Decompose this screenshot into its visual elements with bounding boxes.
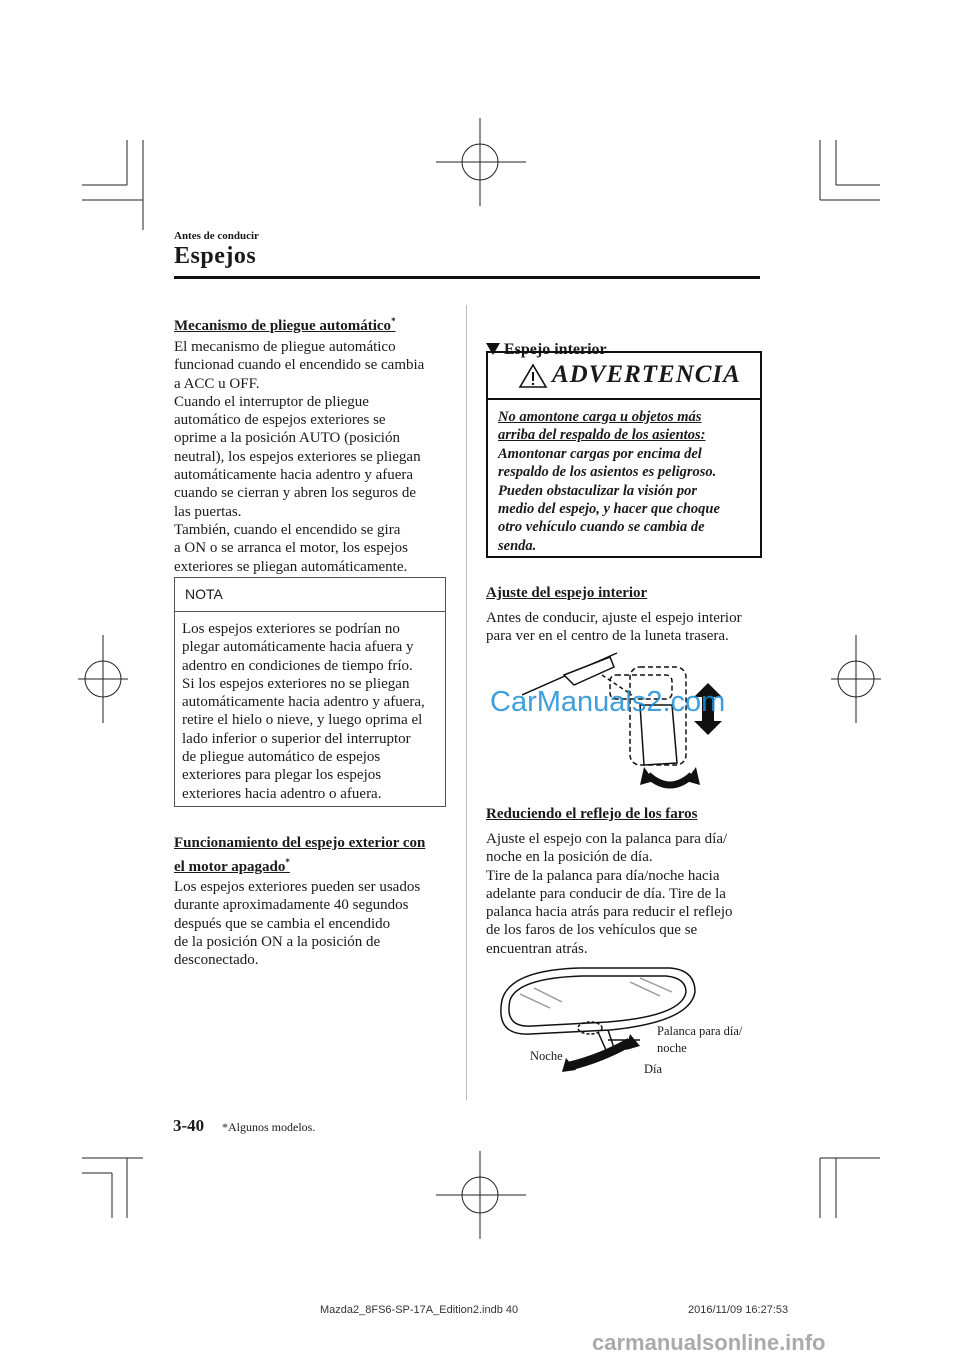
- warning-triangle-icon: [518, 363, 548, 389]
- warning-divider: [488, 398, 760, 400]
- day-label: Día: [644, 1062, 663, 1076]
- warning-box: [486, 351, 762, 558]
- warning-title: ADVERTENCIA: [552, 361, 741, 388]
- lever-label-line1: Palanca para día/: [657, 1024, 743, 1038]
- section-label: Antes de conducir: [174, 230, 259, 242]
- auto-fold-body: El mecanismo de pliegue automático funcionad cuando el encendido se cambia a ACC u OFF. Cuando el interruptor de pliegue automático de espejos exteriores se oprime a la posición AUTO (posición neutral), los espejos exteriores se pliegan automáticamente hacia adentro y afuera cuando se cierran y abren los seguros de las puertas. También, cuando el encendido se gira a ON o se arranca el motor, los espejos exteriores se pliegan automáticamente.: [174, 339, 425, 575]
- adjust-body: Antes de conducir, ajuste el espejo interior para ver en el centro de la luneta trasera.: [486, 610, 742, 645]
- watermark: CarManuals2.com: [490, 686, 726, 718]
- header-rule: [174, 276, 760, 279]
- nota-title: NOTA: [185, 586, 223, 602]
- nota-body: Los espejos exteriores se podrían no plegar automáticamente hacia afuera y adentro en condiciones de tiempo frío. Si los espejos exteriores no se pliegan automáticamente hacia adentro y afuera, retire el hielo o nieve, y luego oprima el lado inferior o superior del interruptor de pliegue automático de espejos exteriores para plegar los espejos exteriores hacia adentro o afuera.: [182, 621, 425, 802]
- adjust-heading: Ajuste del espejo interior: [486, 585, 648, 601]
- section-heading: Espejo interior: [486, 341, 607, 359]
- page-title: Espejos: [174, 243, 257, 269]
- footer-watermark: carmanualsonline.info: [592, 1330, 826, 1355]
- print-file-name: Mazda2_8FS6-SP-17A_Edition2.indb 40: [320, 1304, 519, 1316]
- column-divider: [466, 305, 467, 1100]
- auto-fold-heading: Mecanismo de pliegue automático*: [174, 316, 396, 334]
- lever-label-line2: noche: [657, 1041, 687, 1055]
- print-date: 2016/11/09 16:27:53: [688, 1304, 789, 1316]
- glare-body: Ajuste el espejo con la palanca para día/ noche en la posición de día. Tire de la palanca para día/noche hacia adelante para conducir de día. Tire de la palanca hacia atrás para reducir el reflejo de los faros de los vehículos que se encuentran atrás.: [486, 831, 733, 957]
- mirror-adjust-illustration: [522, 645, 732, 795]
- footnote: *Algunos modelos.: [222, 1120, 316, 1134]
- glare-heading: Reduciendo el reflejo de los faros: [486, 806, 698, 822]
- page-number: 3-40: [173, 1116, 205, 1135]
- day-night-mirror-illustration: [490, 962, 710, 1077]
- night-label: Noche: [530, 1049, 563, 1063]
- engine-off-heading: Funcionamiento del espejo exterior con el motor apagado*: [174, 835, 426, 875]
- nota-box: [174, 577, 446, 807]
- engine-off-body: Los espejos exteriores pueden ser usados durante aproximadamente 40 segundos después que se cambia el encendido de la posición ON a la posición de desconectado.: [174, 879, 421, 969]
- nota-divider: [175, 611, 445, 612]
- warning-body: No amontone carga u objetos más arriba del respaldo de los asientos: Amontonar cargas por encima del respaldo de los asientos es peligroso. Pueden obstaculizar la visión por medio del espejo, y hacer que choque otro vehículo cuando se cambia de senda.: [498, 409, 720, 554]
